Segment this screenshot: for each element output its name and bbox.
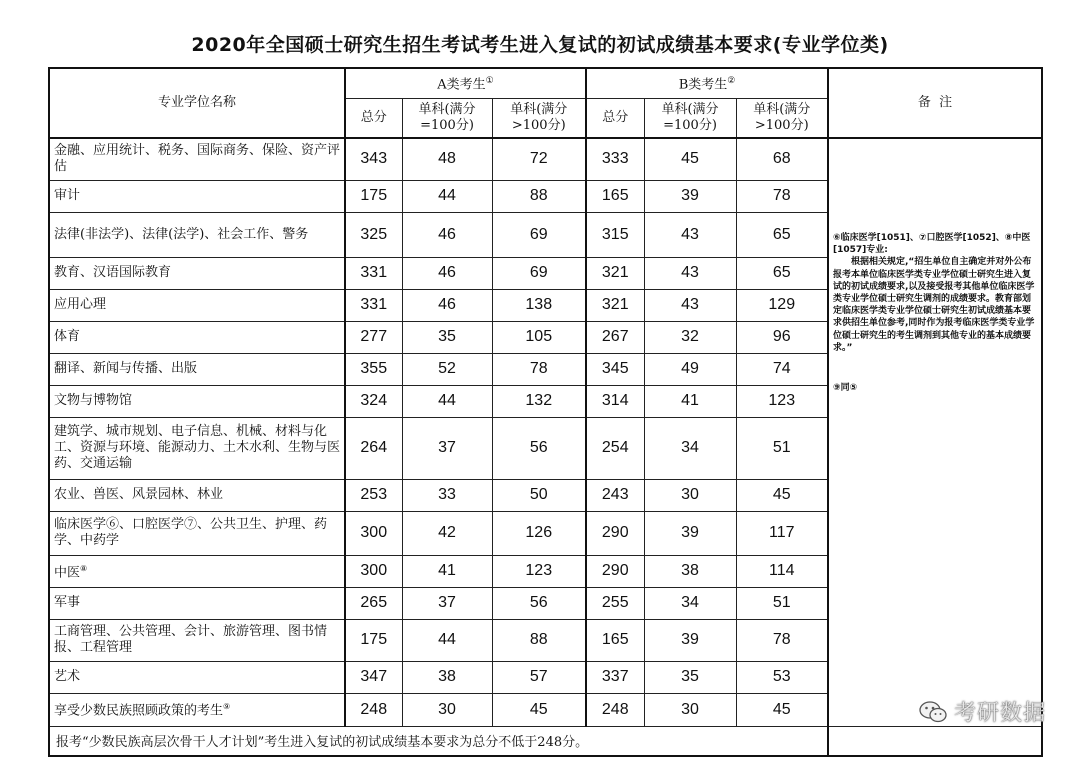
major-name: 审计 xyxy=(54,188,81,203)
score-b-s2: 65 xyxy=(736,257,828,289)
score-a-s2: 105 xyxy=(492,321,586,353)
score-b-s2: 65 xyxy=(736,212,828,257)
header-remarks: 备 注 xyxy=(828,68,1042,138)
score-b-s1: 39 xyxy=(644,619,736,661)
score-b-s1: 43 xyxy=(644,212,736,257)
score-a-s2: 132 xyxy=(492,385,586,417)
score-a-s1: 33 xyxy=(402,479,492,511)
score-a-s1: 42 xyxy=(402,511,492,555)
score-b-s1: 39 xyxy=(644,180,736,212)
major-name-cell xyxy=(49,619,345,661)
score-a-total: 324 xyxy=(345,385,402,417)
score-a-s2: 50 xyxy=(492,479,586,511)
page-title: 2020年全国硕士研究生招生考试考生进入复试的初试成绩基本要求(专业学位类) xyxy=(191,34,889,56)
score-a-s1: 52 xyxy=(402,353,492,385)
score-a-total: 347 xyxy=(345,661,402,693)
remarks-quote: 根据相关规定,“招生单位自主确定并对外公布报考本单位临床医学类专业学位硕士研究生进入复试的初试成绩要求,以及接受报考其他单位临床医学类专业学位硕士研究生调剂的成绩要求。教育部划定临床医学类专业学位硕士研究生初试成绩基本要求供招生单位参考,同时作为报考临床医学类专业学位硕士研究生的考生调剂到其他专业的基本成绩要求。” xyxy=(833,257,1035,353)
major-note: ⑧ xyxy=(80,563,88,573)
score-a-s1: 35 xyxy=(402,321,492,353)
score-b-s2: 78 xyxy=(736,180,828,212)
remarks-same: ⑨同⑤ xyxy=(833,383,858,394)
score-b-total: 314 xyxy=(586,385,644,417)
header-group-b xyxy=(586,68,828,98)
score-a-s2: 78 xyxy=(492,353,586,385)
score-b-total: 254 xyxy=(586,417,644,479)
table-row xyxy=(49,138,1042,180)
score-b-total: 165 xyxy=(586,180,644,212)
major-name-cell xyxy=(49,693,345,726)
score-b-s2: 78 xyxy=(736,619,828,661)
major-name: 农业、兽医、风景园林、林业 xyxy=(54,487,224,502)
score-a-total: 265 xyxy=(345,587,402,619)
score-b-s2: 68 xyxy=(736,138,828,180)
score-b-s1: 34 xyxy=(644,417,736,479)
header-group-a xyxy=(345,68,586,98)
score-b-s1: 38 xyxy=(644,555,736,587)
score-a-s1: 48 xyxy=(402,138,492,180)
score-a-s1: 30 xyxy=(402,693,492,726)
score-a-s2: 72 xyxy=(492,138,586,180)
score-b-s2: 96 xyxy=(736,321,828,353)
major-name-cell xyxy=(49,321,345,353)
remarks-head: ⑥临床医学[1051]、⑦口腔医学[1052]、⑧中医[1057]专业: xyxy=(833,233,1031,256)
score-b-s2: 74 xyxy=(736,353,828,385)
major-name: 享受少数民族照顾政策的考生 xyxy=(54,703,224,719)
major-name: 中医 xyxy=(54,565,81,581)
major-name: 法律(非法学)、法律(法学)、社会工作、警务 xyxy=(54,226,309,242)
score-b-s2: 53 xyxy=(736,661,828,693)
score-a-s2: 69 xyxy=(492,212,586,257)
score-a-s2: 88 xyxy=(492,619,586,661)
header-b-single-over100: 单科(满分 >100分) xyxy=(736,98,828,138)
score-a-s1: 38 xyxy=(402,661,492,693)
score-a-total: 253 xyxy=(345,479,402,511)
major-name: 翻译、新闻与传播、出版 xyxy=(54,361,198,376)
header-a-total: 总分 xyxy=(345,98,402,138)
score-b-s2: 123 xyxy=(736,385,828,417)
score-a-s1: 41 xyxy=(402,555,492,587)
score-a-s1: 46 xyxy=(402,257,492,289)
major-name: 艺术 xyxy=(54,669,81,684)
major-name: 教育、汉语国际教育 xyxy=(54,265,172,280)
major-name-cell xyxy=(49,385,345,417)
major-name-cell xyxy=(49,587,345,619)
score-b-total: 290 xyxy=(586,555,644,587)
score-b-total: 165 xyxy=(586,619,644,661)
score-b-s1: 49 xyxy=(644,353,736,385)
score-b-total: 267 xyxy=(586,321,644,353)
score-b-s2: 45 xyxy=(736,693,828,726)
score-a-s2: 126 xyxy=(492,511,586,555)
score-b-s1: 35 xyxy=(644,661,736,693)
major-name-cell xyxy=(49,511,345,555)
score-b-total: 321 xyxy=(586,289,644,321)
score-a-s1: 46 xyxy=(402,289,492,321)
major-name-cell xyxy=(49,257,345,289)
score-a-total: 277 xyxy=(345,321,402,353)
header-b-single100: 单科(满分 =100分) xyxy=(644,98,736,138)
score-a-total: 248 xyxy=(345,693,402,726)
score-b-s1: 43 xyxy=(644,289,736,321)
footer-note: 报考“少数民族高层次骨干人才计划”考生进入复试的初试成绩基本要求为总分不低于248分。 xyxy=(49,726,828,756)
score-b-total: 243 xyxy=(586,479,644,511)
score-b-total: 345 xyxy=(586,353,644,385)
remarks-cell xyxy=(828,138,1042,726)
score-a-s2: 56 xyxy=(492,587,586,619)
score-b-s1: 32 xyxy=(644,321,736,353)
score-b-s1: 30 xyxy=(644,479,736,511)
header-group-a-note: ① xyxy=(485,76,494,87)
score-b-s1: 45 xyxy=(644,138,736,180)
watermark xyxy=(918,696,1046,727)
major-name-cell xyxy=(49,661,345,693)
major-name: 军事 xyxy=(54,595,81,610)
header-group-a-label: A类考生 xyxy=(437,77,486,93)
major-name-cell xyxy=(49,289,345,321)
score-b-s1: 30 xyxy=(644,693,736,726)
score-b-s1: 43 xyxy=(644,257,736,289)
major-note: ⑨ xyxy=(223,702,231,712)
wechat-icon xyxy=(918,699,948,725)
score-a-total: 331 xyxy=(345,257,402,289)
score-b-total: 255 xyxy=(586,587,644,619)
score-b-s2: 51 xyxy=(736,417,828,479)
score-a-s2: 88 xyxy=(492,180,586,212)
score-a-total: 355 xyxy=(345,353,402,385)
score-a-total: 264 xyxy=(345,417,402,479)
score-b-total: 248 xyxy=(586,693,644,726)
score-table xyxy=(48,67,1043,757)
major-name: 金融、应用统计、税务、国际商务、保险、资产评估 xyxy=(54,143,341,175)
major-name-cell xyxy=(49,479,345,511)
major-name: 文物与博物馆 xyxy=(54,393,133,408)
score-b-s1: 39 xyxy=(644,511,736,555)
score-a-total: 343 xyxy=(345,138,402,180)
major-name-cell xyxy=(49,138,345,180)
major-name-cell xyxy=(49,353,345,385)
header-b-total: 总分 xyxy=(586,98,644,138)
score-b-total: 290 xyxy=(586,511,644,555)
score-b-s2: 45 xyxy=(736,479,828,511)
major-name-cell xyxy=(49,417,345,479)
score-a-s1: 46 xyxy=(402,212,492,257)
footer-row xyxy=(49,726,1042,756)
header-a-single100: 单科(满分 =100分) xyxy=(402,98,492,138)
score-a-total: 300 xyxy=(345,511,402,555)
score-b-total: 315 xyxy=(586,212,644,257)
major-name-cell xyxy=(49,212,345,257)
score-a-s2: 45 xyxy=(492,693,586,726)
score-b-s1: 34 xyxy=(644,587,736,619)
score-a-total: 175 xyxy=(345,619,402,661)
header-major-name: 专业学位名称 xyxy=(49,68,345,138)
score-a-s2: 123 xyxy=(492,555,586,587)
major-name: 工商管理、公共管理、会计、旅游管理、图书情报、工程管理 xyxy=(54,624,328,655)
score-b-s2: 51 xyxy=(736,587,828,619)
score-a-s1: 44 xyxy=(402,385,492,417)
major-name: 临床医学⑥、口腔医学⑦、公共卫生、护理、药学、中药学 xyxy=(54,517,328,548)
score-a-s1: 44 xyxy=(402,180,492,212)
score-a-s2: 69 xyxy=(492,257,586,289)
score-b-s2: 114 xyxy=(736,555,828,587)
score-b-s2: 129 xyxy=(736,289,828,321)
score-a-s1: 44 xyxy=(402,619,492,661)
major-name: 建筑学、城市规划、电子信息、机械、材料与化工、资源与环境、能源动力、土木水利、生物与医药、交通运输 xyxy=(54,424,341,471)
score-b-total: 333 xyxy=(586,138,644,180)
score-a-total: 325 xyxy=(345,212,402,257)
score-b-s1: 41 xyxy=(644,385,736,417)
remarks-note xyxy=(833,232,1037,354)
score-b-s2: 117 xyxy=(736,511,828,555)
score-b-total: 321 xyxy=(586,257,644,289)
score-a-s2: 138 xyxy=(492,289,586,321)
score-a-s2: 56 xyxy=(492,417,586,479)
major-name: 体育 xyxy=(54,329,81,344)
score-a-s1: 37 xyxy=(402,417,492,479)
score-a-s1: 37 xyxy=(402,587,492,619)
score-a-total: 300 xyxy=(345,555,402,587)
score-a-s2: 57 xyxy=(492,661,586,693)
major-name-cell xyxy=(49,180,345,212)
major-name: 应用心理 xyxy=(54,297,107,312)
score-a-total: 175 xyxy=(345,180,402,212)
header-group-b-label: B类考生 xyxy=(678,77,728,93)
score-b-total: 337 xyxy=(586,661,644,693)
header-a-single-over100: 单科(满分 >100分) xyxy=(492,98,586,138)
score-a-total: 331 xyxy=(345,289,402,321)
major-name-cell xyxy=(49,555,345,587)
header-group-b-note: ② xyxy=(727,76,736,87)
footer-empty-cell xyxy=(828,726,1042,756)
watermark-text: 考研数据 xyxy=(953,701,1046,726)
